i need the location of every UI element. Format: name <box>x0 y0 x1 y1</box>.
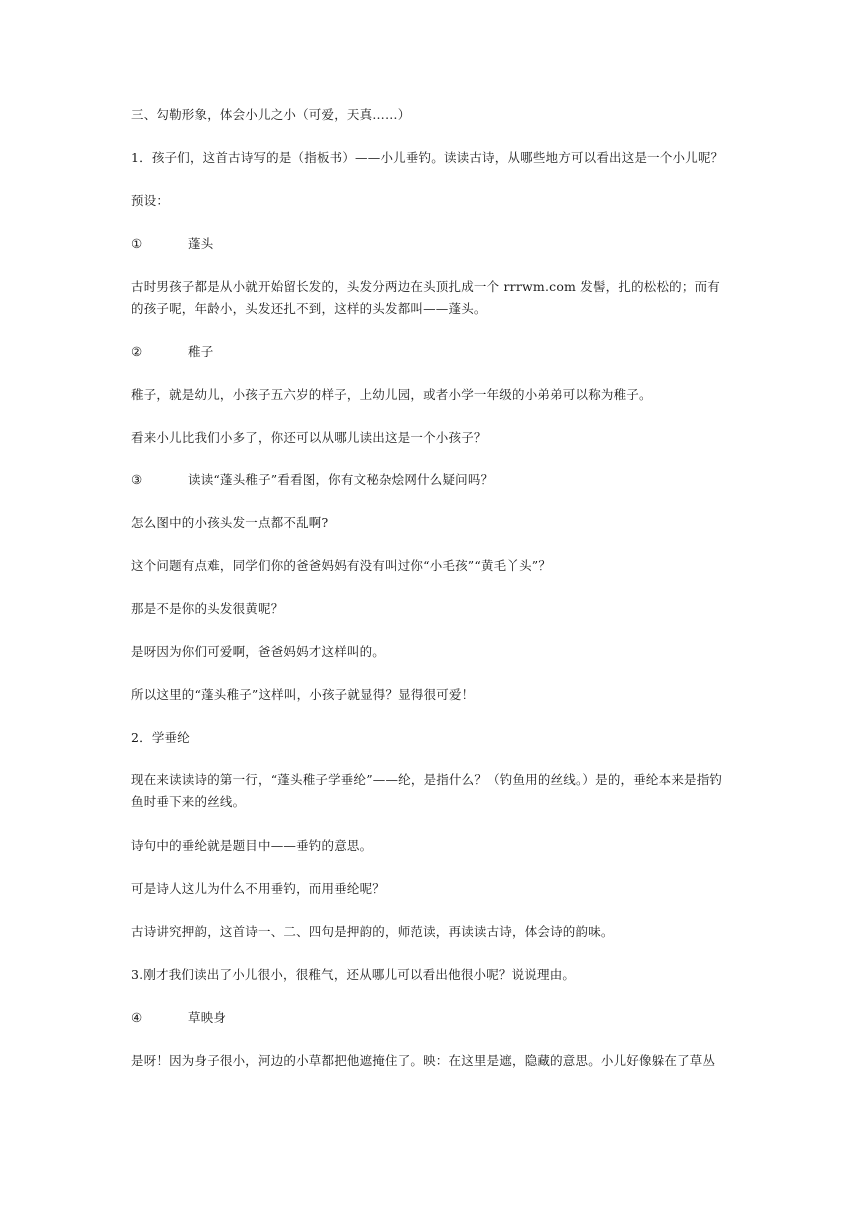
paragraph-shiju: 诗句中的垂纶就是题目中——垂钓的意思。 <box>131 838 373 853</box>
paragraph-question-hair: 怎么图中的小孩头发一点都不乱啊? <box>131 515 329 530</box>
paragraph-yayun: 古诗讲究押韵，这首诗一、二、四句是押韵的，师范读，再读读古诗，体会诗的韵味。 <box>131 924 614 939</box>
question-1: 1．孩子们，这首古诗写的是（指板书）——小儿垂钓。读读古诗，从哪些地方可以看出这是一个小儿呢？ <box>131 150 724 165</box>
list-item-dudu <box>131 470 731 490</box>
item-marker: ① <box>131 236 143 251</box>
list-item-zhizi <box>131 342 731 362</box>
item-label: 草映身 <box>188 1010 227 1025</box>
paragraph-nanti: 这个问题有点难，同学们你的爸爸妈妈有没有叫过你“小毛孩”“黄毛丫头”？ <box>131 558 552 573</box>
section-heading: 三、勾勒形象，体会小儿之小（可爱，天真……） <box>131 107 411 122</box>
item-label: 读读“蓬头稚子”看看图，你有文秘杂烩网什么疑问吗？ <box>188 472 494 487</box>
paragraph-caoying: 是呀！因为身子很小，河边的小草都把他遮掩住了。映：在这里是遮，隐藏的意思。小儿好像躲在了草丛 <box>131 1053 716 1068</box>
paragraph-suoyi: 所以这里的“蓬头稚子”这样叫，小孩子就显得？显得很可爱！ <box>131 687 475 702</box>
item-marker: ② <box>131 344 143 359</box>
list-item-pengtou <box>131 234 731 254</box>
preset-label: 预设： <box>131 193 170 208</box>
paragraph-pengtou: 古时男孩子都是从小就开始留长发的，头发分两边在头顶扎成一个 rrrwm.com 发髻，扎的松松的；而有的孩子呢，年龄小，头发还扎不到，这样的头发都叫——蓬头。 <box>131 279 720 316</box>
paragraph-zhizi: 稚子，就是幼儿，小孩子五六岁的样子，上幼儿园，或者小学一年级的小弟弟可以称为稚子。 <box>131 387 652 402</box>
paragraph-kanlai: 看来小儿比我们小多了，你还可以从哪儿读出这是一个小孩子？ <box>131 430 487 445</box>
item-marker: ④ <box>131 1010 143 1025</box>
question-3: 3.刚才我们读出了小儿很小，很稚气，还从哪儿可以看出他很小呢？说说理由。 <box>131 967 576 982</box>
paragraph-keshi: 可是诗人这儿为什么不用垂钓，而用垂纶呢？ <box>131 881 386 896</box>
item-label: 蓬头 <box>188 236 214 251</box>
paragraph-chuilun: 现在来读读诗的第一行，“蓬头稚子学垂纶”——纶，是指什么？（钓鱼用的丝线。）是的，垂纶本来是指钓鱼时垂下来的丝线。 <box>131 772 723 809</box>
paragraph-huang: 那是不是你的头发很黄呢？ <box>131 601 284 616</box>
item-label: 稚子 <box>188 344 214 359</box>
item-marker: ③ <box>131 472 143 487</box>
paragraph-keai: 是呀因为你们可爱啊，爸爸妈妈才这样叫的。 <box>131 644 386 659</box>
question-2: 2．学垂纶 <box>131 730 190 745</box>
list-item-caoying <box>131 1008 731 1028</box>
